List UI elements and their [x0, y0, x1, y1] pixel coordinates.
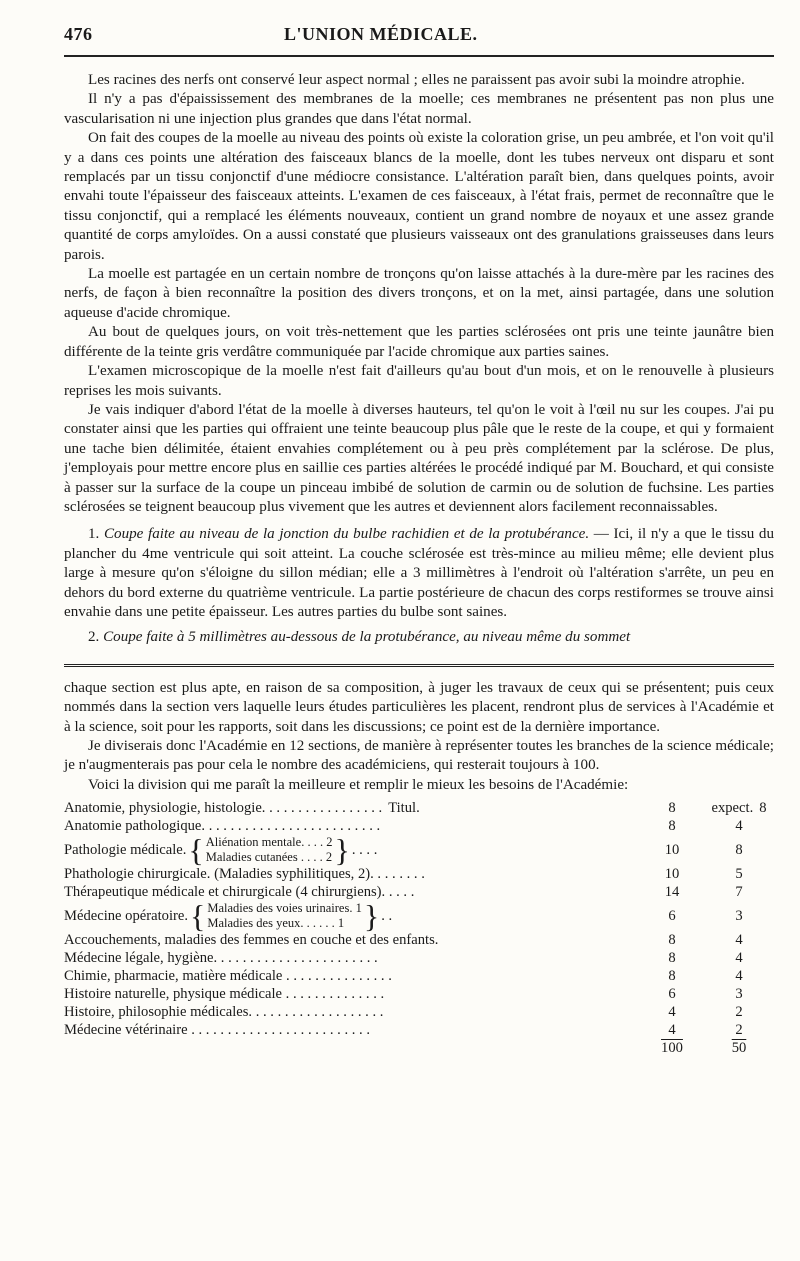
- header-rule: [64, 55, 774, 57]
- titul-count: 8: [668, 800, 676, 817]
- paragraph: La moelle est partagée en un certain nombre de tronçons qu'on laisse attachés à la dure-mère par les racines des nerfs, de façon à bien reconnaître la position des divers tronçons, et on la met, ainsi partagée, dans une solution aqueuse d'acide chromique.: [64, 266, 774, 321]
- paragraph: Je diviserais donc l'Académie en 12 sections, de manière à représenter toutes les branches de la science médicale; je n'augmenterais pas pour cela le nombre des académiciens, qui resterait toujours à 100.: [64, 738, 774, 774]
- section-heading: Coupe faite à 5 millimètres au-dessous de la protubérance, au niveau même du sommet: [103, 629, 631, 646]
- journal-title: L'UNION MÉDICALE.: [284, 24, 478, 44]
- division-label: Médecine vétérinaire . . . . . . . . . . . . . . . . . . . . . . . . .: [64, 1022, 370, 1039]
- lower-article: [64, 679, 774, 1057]
- division-sub-label: Aliénation mentale. . . . 2: [205, 835, 333, 850]
- titul-heading: Titul.: [388, 800, 420, 817]
- division-label: Accouchements, maladies des femmes en couche et des enfants.: [64, 932, 439, 949]
- division-row: [64, 967, 774, 985]
- division-dots: . . . .: [351, 842, 378, 859]
- division-label: Pathologie médicale.: [64, 842, 187, 859]
- titul-count: 10: [664, 866, 680, 883]
- total-titul: 100: [661, 1040, 683, 1057]
- paragraph: chaque section est plus apte, en raison de sa composition, à juger les travaux de ceux qui se présentent; puis ceux nommés dans la section vers laquelle leurs études particulières les placent, rendront plus de services à l'Académie et à la science, soit pour les rapports, soit dans les discussions; ce point est de la dernière importance.: [64, 679, 774, 735]
- section-heading: Coupe faite au niveau de la jonction du bulbe rachidien et de la protubérance.: [103, 526, 590, 543]
- section-number: 1.: [88, 526, 104, 543]
- division-sub-label: Maladies des yeux. . . . . . 1: [207, 916, 345, 931]
- division-row: [64, 931, 774, 949]
- titul-count: 8: [668, 950, 676, 967]
- division-label: Médecine légale, hygiène. . . . . . . . . . . . . . . . . . . . . . .: [64, 950, 378, 967]
- titul-count: 14: [664, 884, 680, 901]
- section-1-paragraph: [64, 525, 774, 622]
- section-divider: [64, 664, 774, 667]
- division-table: [64, 799, 774, 1057]
- division-label: Anatomie, physiologie, histologie. . . . . . . . . . . . . . . . .: [64, 800, 383, 817]
- section-text: — Ici, il n'y a que le tissu du plancher du 4me ventricule qui soit atteint. La couche sclérosée est très-mince au milieu même; elle devient plus large à mesure qu'on s'éloigne du sillon médian; elle a 3 millimètres à l'endroit où l'altération s'arrête, un peu en dehors du bord externe du quatrième ventricule. La partie postérieure de chacun des corps restiformes se trouve ainsi envahie dans une petite épaisseur. Les autres parties du bulbe sont saines.: [64, 526, 775, 620]
- division-dots: . .: [381, 908, 393, 925]
- paragraph: On fait des coupes de la moelle au niveau des points où existe la coloration grise, un peu ambrée, et l'on voit qu'il y a dans ces points une altération des faisceaux blancs de la moelle, dont les tubes nerveux ont disparu et sont remplacés par un tissu conjonctif d'une médiocre consistance. L'altération paraît bien, dans quelques points, avoir envahi toute l'épaisseur des faisceaux atteints. L'examen de ces faisceaux, à l'état frais, permet de reconnaître que le tissu conjonctif, qui a remplacé les éléments nouveaux, contient un grand nombre de noyaux et une assez grande quantité de corps amyloïdes. On a aussi constaté que plusieurs vaisseaux ont des granulations graisseuses dans leurs parois.: [64, 130, 774, 263]
- division-row: [64, 949, 774, 967]
- titul-count: 6: [668, 908, 676, 925]
- expect-count: 8: [735, 842, 743, 859]
- total-expect: 50: [731, 1040, 747, 1057]
- division-label: Chimie, pharmacie, matière médicale . . . . . . . . . . . . . . .: [64, 968, 392, 985]
- expect-count: 2: [735, 1022, 743, 1039]
- article-body: [64, 71, 774, 648]
- division-row: [64, 817, 774, 835]
- expect-count: 4: [735, 818, 743, 835]
- expect-count: 5: [735, 866, 743, 883]
- titul-count: 8: [668, 818, 676, 835]
- expect-heading: expect.: [711, 800, 754, 817]
- division-label: Histoire, philosophie médicales. . . . . . . . . . . . . . . . . . .: [64, 1004, 384, 1021]
- expect-count: 8: [759, 800, 767, 817]
- page-number: 476: [64, 24, 93, 44]
- division-row: [64, 1021, 774, 1039]
- division-row: [64, 985, 774, 1003]
- titul-count: 4: [668, 1022, 676, 1039]
- titul-count: 4: [668, 1004, 676, 1021]
- division-label: Médecine opératoire.: [64, 908, 188, 925]
- titul-count: 8: [668, 932, 676, 949]
- totals-row: [64, 1039, 774, 1057]
- expect-count: 3: [735, 986, 743, 1003]
- expect-count: 2: [735, 1004, 743, 1021]
- division-row: Pathologie médicale. { Aliénation mentale. . . . 2 Maladies cutanées . . . . 2 } . . . . 10 8: [64, 832, 743, 869]
- division-label: Anatomie pathologique. . . . . . . . . . . . . . . . . . . . . . . . .: [64, 818, 381, 835]
- paragraph: Il n'y a pas d'épaississement des membranes de la moelle; ces membranes ne présentent pas non plus une vascularisation ni une injection plus grandes que dans l'état normal.: [64, 91, 774, 127]
- division-sub-label: Maladies des voies urinaires. 1: [207, 901, 362, 916]
- division-sub-label: Maladies cutanées . . . . 2: [205, 850, 333, 865]
- division-row: [64, 883, 774, 901]
- expect-count: 4: [735, 968, 743, 985]
- titul-count: 8: [668, 968, 676, 985]
- division-row: [64, 799, 774, 817]
- expect-count: 7: [735, 884, 743, 901]
- division-label: Thérapeutique médicale et chirurgicale (4 chirurgiens). . . . .: [64, 884, 415, 901]
- titul-count: 6: [668, 986, 676, 1003]
- titul-count: 10: [664, 842, 680, 859]
- page-header: [64, 24, 774, 45]
- section-2-paragraph: [64, 628, 774, 647]
- division-label: Phathologie chirurgicale. (Maladies syphilitiques, 2). . . . . . . .: [64, 866, 425, 883]
- paragraph: Voici la division qui me paraît la meilleure et remplir le mieux les besoins de l'Académie:: [88, 776, 629, 793]
- section-number: 2.: [88, 629, 104, 646]
- expect-count: 4: [735, 932, 743, 949]
- paragraph: L'examen microscopique de la moelle n'est fait d'ailleurs qu'au bout d'un mois, et on le renouvelle à plusieurs reprises les mois suivants.: [64, 363, 774, 399]
- paragraph: Je vais indiquer d'abord l'état de la moelle à diverses hauteurs, tel qu'on le voit à l'œil nu sur les coupes. J'ai pu constater ainsi que les parties qui offraient une teinte beaucoup plus pâle que le reste de la coupe, et qui y formaient une tache bien délimitée, étaient envahies complétement ou à peu près complétement par la sclérose. De plus, j'employais pour mettre encore plus en saillie ces parties altérées le procédé indiqué par M. Bouchard, et qui consiste à passer sur la surface de la coupe un pinceau imbibé de solution de carmin ou de solution de fuchsine. Les parties sclérosées se teignent beaucoup plus vivement que les autres et deviennent alors facilement reconnaissables.: [64, 401, 774, 515]
- expect-count: 3: [735, 908, 743, 925]
- expect-count: 4: [735, 950, 743, 967]
- division-row: Médecine opératoire. { Maladies des voies urinaires. 1 Maladies des yeux. . . . . . 1 } . . 6 3: [64, 898, 743, 935]
- division-row: [64, 1003, 774, 1021]
- paragraph: Les racines des nerfs ont conservé leur aspect normal ; elles ne paraissent pas avoir subi la moindre atrophie.: [88, 72, 745, 88]
- paragraph: Au bout de quelques jours, on voit très-nettement que les parties sclérosées ont pris une teinte jaunâtre bien différente de la teinte gris verdâtre communiquée par l'acide chromique aux parties saines.: [64, 324, 774, 360]
- division-label: Histoire naturelle, physique médicale . . . . . . . . . . . . . .: [64, 986, 385, 1003]
- division-row: [64, 865, 774, 883]
